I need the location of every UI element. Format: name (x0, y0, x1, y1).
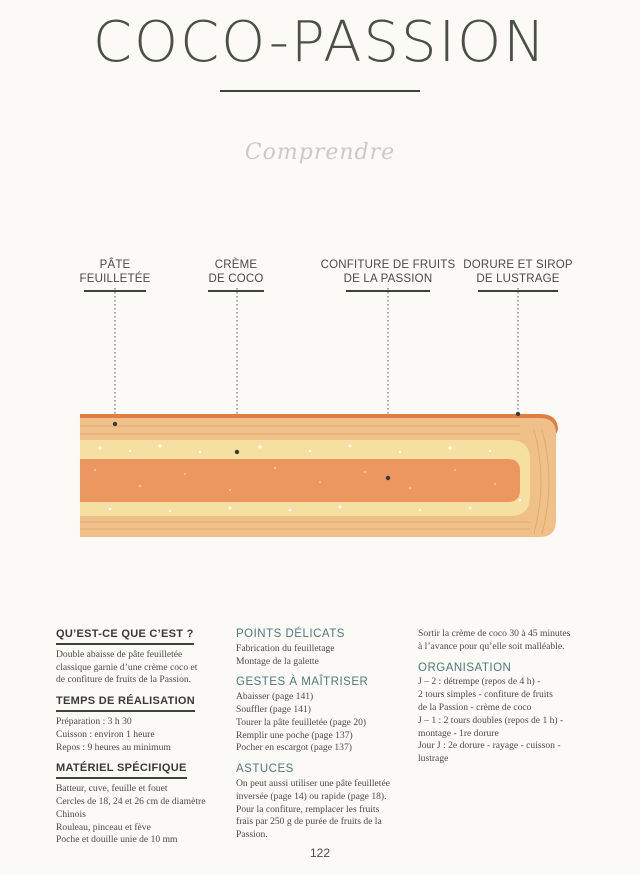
text-line: Pocher en escargot (page 137) (236, 742, 352, 754)
text-line: inversée (page 14) ou rapide (page 18). (236, 790, 387, 802)
section-heading: QU’EST-CE QUE C’EST ? (56, 628, 194, 645)
text-line: classique garnie d’une crème coco et (56, 661, 198, 673)
text-line: Jour J : 2e dorure - rayage - cuisson - (418, 740, 561, 752)
section-tips (236, 763, 408, 842)
jam-layer (80, 459, 520, 502)
text-line: Préparation : 3 h 30 (56, 715, 132, 727)
pointer-dot-creme (235, 450, 239, 454)
label-line2: FEUILLETÉE (79, 273, 151, 285)
title-underline (220, 90, 420, 92)
text-line: J – 1 : 2 tours doubles (repos de 1 h) - (418, 714, 564, 726)
text-line: Remplir une poche (page 137) (236, 729, 353, 741)
section-prep-time (56, 695, 222, 754)
label-line1: PÂTE (99, 259, 131, 271)
section-heading: POINTS DÉLICATS (236, 628, 345, 640)
section-heading: TEMPS DE RÉALISATION (56, 695, 195, 712)
pointer-dot-pate (113, 422, 117, 426)
info-column-2 (236, 628, 408, 850)
text-line: Passion. (236, 829, 268, 841)
pointer-dot-dorure (516, 412, 520, 416)
text-line: Souffler (page 141) (236, 703, 311, 715)
section-equipment (56, 762, 222, 847)
text-line: Repos : 9 heures au minimum (56, 741, 171, 753)
galette-cross-section (0, 250, 640, 550)
info-column-1 (56, 628, 222, 855)
glaze-top (80, 414, 542, 418)
text-line: Poche et douille unie de 10 mm (56, 834, 178, 846)
pointer-dot-confiture (386, 476, 390, 480)
text-line: Montage de la galette (236, 655, 319, 667)
label-line1: DORURE ET SIROP (463, 259, 573, 271)
section-delicate-points (236, 628, 408, 668)
label-line1: CRÈME (214, 259, 258, 271)
text-line: Cuisson : environ 1 heure (56, 728, 155, 740)
text-line: de confiture de fruits de la Passion. (56, 674, 192, 686)
text-line: frais par 250 g de purée de fruits de la (236, 816, 382, 828)
section-heading: MATÉRIEL SPÉCIFIQUE (56, 762, 187, 779)
section-techniques (236, 676, 408, 755)
label-line2: DE COCO (208, 273, 264, 285)
text-line: Sortir la crème de coco 30 à 45 minutes (418, 628, 571, 639)
text-line: Cercles de 18, 24 et 26 cm de diamètre (56, 795, 206, 807)
page-title: COCO-PASSION (92, 10, 548, 75)
text-line: J – 2 : détrempe (repos de 4 h) - (418, 676, 541, 688)
text-line: de la Passion - crème de coco (418, 701, 532, 713)
text-line: Double abaisse de pâte feuilletée (56, 648, 183, 660)
section-heading: ASTUCES (236, 763, 294, 776)
info-column-3 (418, 628, 598, 774)
section-organisation (418, 662, 598, 766)
text-line: Batteur, cuve, feuille et fouet (56, 783, 168, 795)
text-line: à l’avance pour qu’elle soit malléable. (418, 640, 565, 652)
section-what-is-it (56, 628, 222, 687)
text-line: Abaisser (page 141) (236, 691, 314, 703)
label-line2: DE LUSTRAGE (476, 273, 560, 285)
section-subtitle: Comprendre (244, 140, 396, 165)
text-line: Rouleau, pinceau et fève (56, 821, 151, 833)
label-line1: CONFITURE DE FRUITS (320, 259, 456, 271)
text-line: Fabrication du feuilletage (236, 642, 335, 654)
section-heading: GESTES À MAÎTRISER (236, 676, 369, 689)
section-heading: ORGANISATION (418, 661, 512, 674)
text-line: On peut aussi utiliser une pâte feuilletée (236, 777, 390, 789)
page-number: 122 (309, 846, 331, 860)
text-line: Tourer la pâte feuilletée (page 20) (236, 716, 367, 728)
text-line: Pour la confiture, remplacer les fruits (236, 803, 380, 815)
text-line: Chinois (56, 808, 86, 820)
text-line: 2 tours simples - confiture de fruits (418, 689, 553, 701)
label-line2: DE LA PASSION (343, 273, 433, 285)
text-line: montage - 1re dorure (418, 727, 499, 739)
text-line: lustrage (418, 753, 449, 765)
section-intro-note (418, 628, 598, 654)
